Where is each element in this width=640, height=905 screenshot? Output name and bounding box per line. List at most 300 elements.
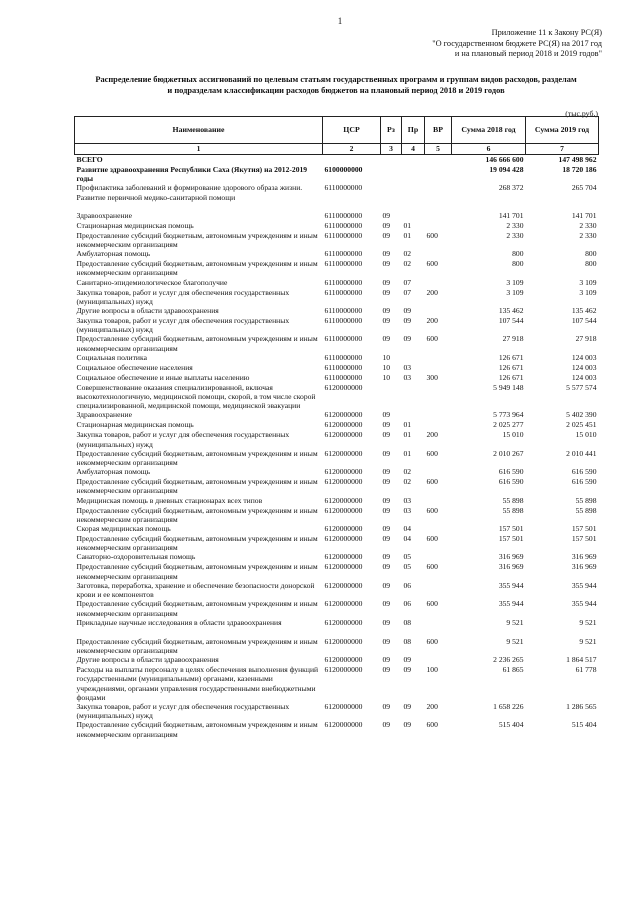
row-vr: 600 [426, 259, 438, 269]
row-rz: 09 [382, 495, 391, 505]
header-sum-2019: Сумма 2019 год [526, 117, 599, 144]
row-name: Социальное обеспечение и иные выплаты населению [76, 372, 250, 382]
row-sum-2018: 126 671 [498, 372, 524, 382]
column-number-row [75, 144, 599, 155]
row-csr: 6100000000 [324, 165, 363, 174]
header-name: Наименование [75, 117, 323, 144]
row-rz: 09 [382, 524, 391, 534]
row-pr [402, 410, 425, 420]
row-rz: 09 [382, 562, 391, 572]
row-rz: 09 [382, 230, 391, 240]
table-row [75, 496, 599, 506]
row-pr: 07 [403, 287, 412, 297]
row-sum-2018: 2 236 265 [493, 655, 524, 665]
row-sum-2019: 124 003 [571, 352, 597, 362]
row-vr [425, 581, 452, 599]
table-row [75, 353, 599, 363]
row-sum-2018: 9 521 [506, 636, 524, 646]
row-csr: 6120000000 [324, 448, 363, 458]
row-csr: 6120000000 [324, 534, 363, 544]
row-name: Социальное обеспечение населения [76, 362, 193, 372]
row-vr: 600 [426, 448, 438, 458]
row-rz [381, 383, 402, 411]
row-csr: 6110000000 [324, 220, 363, 230]
row-vr [425, 353, 452, 363]
row-vr [425, 552, 452, 562]
row-rz: 09 [382, 430, 391, 440]
row-rz: 09 [382, 334, 391, 344]
row-rz: 09 [382, 701, 391, 711]
row-vr: 600 [426, 230, 438, 240]
row-vr [425, 278, 452, 288]
column-number: 6 [452, 144, 526, 155]
table-row [75, 231, 599, 249]
row-vr [425, 155, 452, 166]
row-rz: 09 [382, 720, 391, 730]
table-row [75, 467, 599, 477]
row-name: Предоставление субсидий бюджетным, автономным учреждениям и иным некоммерческим организациям [76, 636, 318, 655]
row-vr: 600 [426, 599, 438, 609]
table-row [75, 420, 599, 430]
row-rz: 09 [382, 249, 391, 259]
row-sum-2018: 355 944 [498, 599, 524, 609]
row-sum-2019: 616 590 [571, 477, 597, 487]
row-sum-2019: 2 330 [579, 220, 597, 230]
row-vr: 600 [426, 534, 438, 544]
row-sum-2018: 1 658 226 [493, 701, 524, 711]
table-row [75, 306, 599, 316]
column-number: 2 [323, 144, 381, 155]
row-sum-2018: 616 590 [498, 477, 524, 487]
row-pr: 03 [403, 372, 412, 382]
row-sum-2019: 265 704 [571, 183, 597, 193]
row-sum-2019: 1 864 517 [566, 655, 597, 665]
row-spacer-cell [75, 628, 599, 637]
row-rz: 09 [382, 259, 391, 269]
row-name: ВСЕГО [76, 155, 103, 164]
row-name: Предоставление субсидий бюджетным, автономным учреждениям и иным некоммерческим организациям [76, 477, 318, 496]
row-csr: 6110000000 [324, 306, 363, 316]
row-name: Предоставление субсидий бюджетным, автономным учреждениям и иным некоммерческим организациям [76, 259, 318, 278]
table-row [75, 430, 599, 448]
row-sum-2018: 616 590 [498, 467, 524, 477]
table-row [75, 288, 599, 306]
row-rz: 09 [382, 655, 391, 665]
row-csr: 6120000000 [324, 720, 363, 730]
row-vr [425, 363, 452, 373]
column-number: 5 [425, 144, 452, 155]
row-sum-2019: 107 544 [571, 316, 597, 326]
row-rz: 09 [382, 580, 391, 590]
row-name: Предоставление субсидий бюджетным, автономным учреждениям и иным некоммерческим организациям [76, 720, 318, 739]
row-sum-2019: 800 [585, 259, 597, 269]
row-sum-2019: 2 010 441 [566, 448, 597, 458]
row-pr [402, 353, 425, 363]
row-pr: 02 [403, 259, 412, 269]
row-csr: 6120000000 [324, 477, 363, 487]
row-name: Профилактика заболеваний и формирование здорового образа жизни. Развитие первичной медико-санитарной помощи [76, 183, 303, 202]
row-rz: 09 [382, 410, 391, 420]
row-sum-2019: 135 462 [571, 306, 597, 316]
row-pr: 09 [403, 701, 412, 711]
row-sum-2019: 355 944 [571, 580, 597, 590]
row-rz: 09 [382, 534, 391, 544]
appendix-note [432, 28, 602, 60]
row-csr: 6110000000 [324, 259, 363, 269]
row-csr: 6120000000 [324, 420, 363, 430]
row-pr: 08 [403, 636, 412, 646]
row-pr: 02 [403, 467, 412, 477]
row-sum-2019: 5 402 390 [566, 410, 597, 420]
row-name: Предоставление субсидий бюджетным, автономным учреждениям и иным некоммерческим организациям [76, 534, 318, 553]
row-rz: 09 [382, 599, 391, 609]
row-sum-2019: 3 109 [579, 287, 597, 297]
row-spacer [75, 628, 599, 637]
row-csr: 6120000000 [324, 636, 363, 646]
table-row [75, 599, 599, 617]
table-row [75, 183, 599, 201]
row-pr [402, 165, 425, 183]
table-row [75, 410, 599, 420]
row-csr: 6110000000 [324, 316, 363, 326]
row-rz: 09 [382, 316, 391, 326]
row-sum-2018: 2 025 277 [493, 420, 524, 430]
row-name: Стационарная медицинская помощь [76, 420, 194, 430]
table-row [75, 562, 599, 580]
table-row [75, 637, 599, 655]
row-rz: 09 [382, 477, 391, 487]
row-pr: 09 [403, 665, 412, 675]
row-spacer [75, 202, 599, 211]
row-sum-2018: 141 701 [498, 210, 524, 220]
row-sum-2019: 316 969 [571, 552, 597, 562]
table-row [75, 221, 599, 231]
row-pr: 01 [403, 430, 412, 440]
row-csr: 6120000000 [324, 382, 363, 392]
row-sum-2018: 2 330 [506, 230, 524, 240]
row-rz [381, 155, 402, 166]
table-row [75, 373, 599, 383]
row-vr [425, 618, 452, 628]
row-sum-2019: 515 404 [571, 720, 597, 730]
row-name: Закупка товаров, работ и услуг для обеспечения государственных (муниципальных) нужд [76, 316, 290, 335]
table-row [75, 316, 599, 334]
row-vr: 100 [426, 665, 438, 675]
row-csr: 6110000000 [324, 362, 363, 372]
row-sum-2019: 61 778 [575, 665, 597, 675]
row-name: Санаторно-оздоровительная помощь [76, 552, 196, 562]
row-rz: 09 [382, 220, 391, 230]
row-csr: 6120000000 [324, 524, 363, 534]
row-pr: 03 [403, 505, 412, 515]
row-csr: 6120000000 [324, 552, 363, 562]
header-pr: Пр [402, 117, 425, 144]
row-csr: 6110000000 [324, 352, 363, 362]
row-pr: 02 [403, 477, 412, 487]
row-name: Другие вопросы в области здравоохранения [76, 655, 219, 665]
row-csr: 6110000000 [324, 230, 363, 240]
row-csr: 6110000000 [324, 210, 363, 220]
table-row [75, 665, 599, 702]
row-rz: 09 [382, 505, 391, 515]
row-name: Расходы на выплаты персоналу в целях обеспечения выполнения функций государственными (муниципальными) органами, казенными учреждениями, органами управления государственными внебюджетными фондами [76, 665, 319, 702]
table-row [75, 249, 599, 259]
table-row [75, 552, 599, 562]
row-sum-2019: 157 501 [571, 524, 597, 534]
row-name: Амбулаторная помощь [76, 249, 151, 259]
row-sum-2018: 126 671 [498, 352, 524, 362]
row-name: Предоставление субсидий бюджетным, автономным учреждениям и иным некоммерческим организациям [76, 230, 318, 250]
row-vr [425, 496, 452, 506]
row-name: Развитие здравоохранения Республики Саха (Якутия) на 2012-2019 годы [76, 165, 308, 184]
row-sum-2018: 2 010 267 [493, 448, 524, 458]
row-csr: 6120000000 [324, 701, 363, 711]
table-row [75, 383, 599, 411]
table-body [75, 155, 599, 739]
row-sum-2019: 147 498 962 [558, 155, 597, 164]
row-rz [381, 165, 402, 183]
row-rz: 09 [382, 287, 391, 297]
row-sum-2019: 55 898 [575, 495, 597, 505]
row-csr [323, 155, 381, 166]
title-line: и подразделам классификации расходов бюджетов на плановый период 2018 и 2019 годов [167, 86, 505, 95]
row-pr: 04 [403, 534, 412, 544]
row-pr: 06 [403, 599, 412, 609]
row-sum-2019: 141 701 [571, 210, 597, 220]
table-row [75, 211, 599, 221]
row-pr: 03 [403, 495, 412, 505]
row-sum-2019: 9 521 [579, 636, 597, 646]
row-sum-2018: 3 109 [506, 287, 524, 297]
row-spacer-cell [75, 202, 599, 211]
row-vr [425, 524, 452, 534]
row-csr: 6110000000 [324, 277, 363, 287]
row-sum-2019: 157 501 [571, 534, 597, 544]
row-pr: 09 [403, 720, 412, 730]
row-name: Прикладные научные исследования в области здравоохранения [76, 617, 282, 627]
row-csr: 6120000000 [324, 410, 363, 420]
row-sum-2019: 616 590 [571, 467, 597, 477]
row-vr: 600 [426, 720, 438, 730]
row-pr: 08 [403, 617, 412, 627]
row-sum-2018: 800 [512, 249, 524, 259]
table-row [75, 720, 599, 738]
row-sum-2019: 18 720 186 [562, 165, 597, 174]
row-vr [425, 165, 452, 183]
row-rz: 09 [382, 617, 391, 627]
header-csr: ЦСР [323, 117, 381, 144]
row-name: Закупка товаров, работ и услуг для обеспечения государственных (муниципальных) нужд [76, 701, 290, 721]
row-sum-2019: 316 969 [571, 562, 597, 572]
page-number: 1 [337, 16, 343, 26]
row-vr: 300 [426, 372, 438, 382]
row-sum-2018: 5 773 964 [493, 410, 524, 420]
row-name: Здравоохранение [76, 410, 132, 420]
row-sum-2019: 355 944 [571, 599, 597, 609]
row-csr: 6120000000 [324, 467, 363, 477]
table-row [75, 581, 599, 599]
row-vr [425, 467, 452, 477]
column-number: 1 [75, 144, 323, 155]
row-name: Санитарно-эпидемиологическое благополучие [76, 277, 228, 287]
row-csr: 6120000000 [324, 562, 363, 572]
row-sum-2018: 55 898 [502, 505, 524, 515]
table-row [75, 449, 599, 467]
row-name: Другие вопросы в области здравоохранения [76, 306, 219, 316]
column-number: 7 [526, 144, 599, 155]
row-name: Заготовка, переработка, хранение и обеспечение безопасности донорской крови и ее компонентов [76, 580, 315, 600]
row-vr [425, 183, 452, 201]
row-name: Закупка товаров, работ и услуг для обеспечения государственных (муниципальных) нужд [76, 287, 290, 306]
column-number: 4 [402, 144, 425, 155]
row-pr: 09 [403, 655, 412, 665]
units-label: (тыс.руб.) [565, 109, 598, 118]
row-sum-2018: 316 969 [498, 552, 524, 562]
row-name: Предоставление субсидий бюджетным, автономным учреждениям и иным некоммерческим организациям [76, 599, 318, 618]
column-number: 3 [381, 144, 402, 155]
row-csr: 6120000000 [324, 665, 363, 675]
row-csr: 6120000000 [324, 655, 363, 665]
row-sum-2018: 5 949 148 [493, 382, 524, 392]
row-name: Скорая медицинская помощь [76, 524, 171, 534]
row-pr [402, 383, 425, 411]
row-pr [402, 211, 425, 221]
row-name: Предоставление субсидий бюджетным, автономным учреждениям и иным некоммерческим организациям [76, 334, 318, 353]
row-rz [381, 183, 402, 201]
row-name: Здравоохранение [76, 210, 132, 220]
row-sum-2018: 515 404 [498, 720, 524, 730]
row-csr: 6120000000 [324, 430, 363, 440]
title-line: Распределение бюджетных ассигнований по целевым статьям государственных программ и группам видов расходов, разделам [95, 75, 577, 84]
row-sum-2019: 3 109 [579, 277, 597, 287]
row-sum-2018: 126 671 [498, 362, 524, 372]
table-row [75, 618, 599, 628]
row-name: Стационарная медицинская помощь [76, 220, 194, 230]
row-sum-2018: 2 330 [506, 220, 524, 230]
table-row [75, 506, 599, 524]
table-row [75, 165, 599, 183]
row-sum-2018: 55 898 [502, 495, 524, 505]
row-sum-2019: 2 025 451 [566, 420, 597, 430]
row-sum-2018: 107 544 [498, 316, 524, 326]
row-sum-2019: 9 521 [579, 617, 597, 627]
row-pr: 04 [403, 524, 412, 534]
row-name: Амбулаторная помощь [76, 467, 151, 477]
row-sum-2018: 268 372 [498, 183, 524, 193]
row-vr [425, 420, 452, 430]
table-row [75, 278, 599, 288]
row-pr: 03 [403, 362, 412, 372]
row-sum-2019: 5 577 574 [566, 382, 597, 392]
row-vr [425, 306, 452, 316]
row-rz: 09 [382, 665, 391, 675]
table-row [75, 524, 599, 534]
row-vr: 200 [426, 287, 438, 297]
row-csr: 6120000000 [324, 495, 363, 505]
table-row [75, 363, 599, 373]
row-pr: 09 [403, 316, 412, 326]
row-vr: 600 [426, 636, 438, 646]
row-sum-2018: 316 969 [498, 562, 524, 572]
row-pr [402, 183, 425, 201]
row-rz: 10 [382, 372, 391, 382]
row-rz: 09 [382, 306, 391, 316]
row-sum-2019: 55 898 [575, 505, 597, 515]
row-name: Предоставление субсидий бюджетным, автономным учреждениям и иным некоммерческим организациям [76, 505, 318, 524]
row-pr: 06 [403, 580, 412, 590]
row-name: Совершенствование оказания специализированной, включая высокотехнологичную, медицинской помощи, скорой, в том числе скорой специализированной, медицинской помощи, медицинской эвакуации [76, 382, 316, 411]
row-rz: 10 [382, 362, 391, 372]
row-vr: 600 [426, 334, 438, 344]
row-pr: 02 [403, 249, 412, 259]
row-pr: 09 [403, 334, 412, 344]
document-title [64, 74, 608, 96]
table-row [75, 655, 599, 665]
row-rz: 09 [382, 448, 391, 458]
row-sum-2018: 19 094 428 [489, 165, 524, 174]
row-vr: 200 [426, 316, 438, 326]
row-pr: 05 [403, 552, 412, 562]
row-sum-2018: 15 010 [502, 430, 524, 440]
row-name: Предоставление субсидий бюджетным, автономным учреждениям и иным некоммерческим организациям [76, 562, 318, 581]
row-rz: 10 [382, 352, 391, 362]
row-vr: 200 [426, 701, 438, 711]
row-name: Закупка товаров, работ и услуг для обеспечения государственных (муниципальных) нужд [76, 430, 290, 449]
table-row [75, 259, 599, 277]
row-sum-2019: 15 010 [575, 430, 597, 440]
row-pr: 01 [403, 448, 412, 458]
table-row [75, 477, 599, 495]
row-sum-2019: 27 918 [575, 334, 597, 344]
budget-table [74, 116, 599, 739]
row-rz: 09 [382, 420, 391, 430]
table-row [75, 534, 599, 552]
row-rz: 09 [382, 467, 391, 477]
row-rz: 09 [382, 277, 391, 287]
row-sum-2019: 1 286 565 [566, 701, 597, 711]
row-rz: 09 [382, 552, 391, 562]
row-rz: 09 [382, 210, 391, 220]
header-vr: ВР [425, 117, 452, 144]
row-pr: 07 [403, 277, 412, 287]
row-vr [425, 249, 452, 259]
row-vr [425, 410, 452, 420]
row-csr: 6120000000 [324, 505, 363, 515]
row-rz: 09 [382, 636, 391, 646]
row-csr: 6110000000 [324, 287, 363, 297]
row-csr: 6110000000 [324, 249, 363, 259]
appendix-line: и на плановый период 2018 и 2019 годов" [454, 49, 602, 58]
header-sum-2018: Сумма 2018 год [452, 117, 526, 144]
row-pr [402, 155, 425, 166]
row-sum-2018: 27 918 [502, 334, 524, 344]
row-name: Медицинская помощь в дневных стационарах всех типов [76, 495, 263, 505]
row-vr: 600 [426, 477, 438, 487]
row-csr: 6110000000 [324, 334, 363, 344]
row-sum-2018: 135 462 [498, 306, 524, 316]
row-sum-2018: 800 [512, 259, 524, 269]
row-sum-2018: 157 501 [498, 524, 524, 534]
row-vr: 200 [426, 430, 438, 440]
row-vr [425, 211, 452, 221]
appendix-line: Приложение 11 к Закону РС(Я) [491, 28, 602, 37]
row-sum-2019: 124 003 [571, 362, 597, 372]
table-row [75, 702, 599, 720]
row-sum-2018: 355 944 [498, 580, 524, 590]
row-vr [425, 221, 452, 231]
row-vr [425, 655, 452, 665]
row-csr: 6110000000 [324, 183, 363, 193]
